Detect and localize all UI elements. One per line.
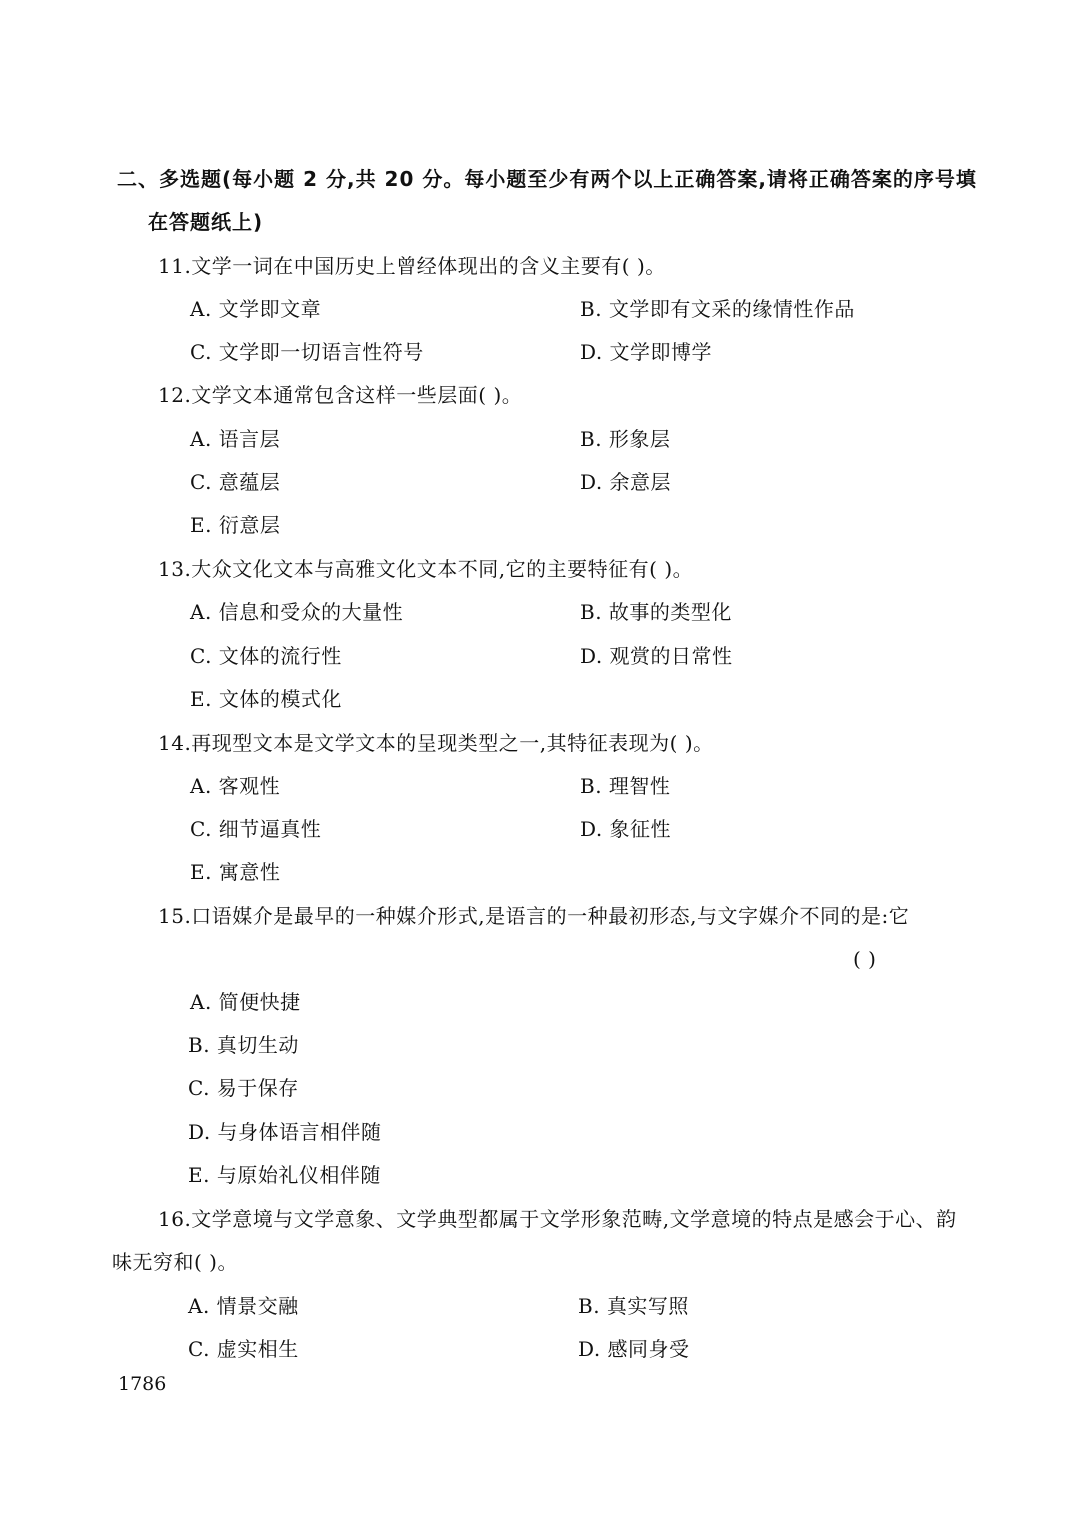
question-15-option-a: A. 简便快捷 [190,990,301,1014]
question-13-option-e: E. 文体的模式化 [190,687,342,711]
question-12-option-a: A. 语言层 [190,427,281,451]
question-15-option-b: B. 真切生动 [188,1033,299,1057]
question-12-option-c: C. 意蕴层 [190,470,281,494]
question-16-option-d: D. 感同身受 [578,1337,690,1361]
question-15-option-c: C. 易于保存 [188,1076,299,1100]
question-14-option-b: B. 理智性 [580,774,671,798]
question-15-stem: 15.口语媒介是最早的一种媒介形式,是语言的一种最初形态,与文字媒介不同的是:它 [158,904,910,928]
question-16-option-a: A. 情景交融 [188,1294,299,1318]
question-13-option-b: B. 故事的类型化 [580,600,732,624]
question-15-option-d: D. 与身体语言相伴随 [188,1120,382,1144]
question-16-option-b: B. 真实写照 [578,1294,689,1318]
question-11-stem: 11.文学一词在中国历史上曾经体现出的含义主要有( )。 [158,254,666,278]
question-16-stem: 16.文学意境与文学意象、文学典型都属于文学形象范畴,文学意境的特点是感会于心、韵 [158,1207,957,1231]
section-heading: 二、多选题(每小题 2 分,共 20 分。每小题至少有两个以上正确答案,请将正确答案的序号填 [117,167,977,191]
question-14-stem: 14.再现型文本是文学文本的呈现类型之一,其特征表现为( )。 [158,731,714,755]
question-11-option-a: A. 文学即文章 [190,297,322,321]
question-15-answer-blank: ( ) [853,947,877,971]
question-13-stem: 13.大众文化文本与高雅文化文本不同,它的主要特征有( )。 [158,557,694,581]
question-16-stem-cont: 味无穷和( )。 [112,1250,238,1274]
question-13-option-a: A. 信息和受众的大量性 [190,600,404,624]
question-12-option-d: D. 余意层 [580,470,672,494]
question-14-option-a: A. 客观性 [190,774,281,798]
question-11-option-d: D. 文学即博学 [580,340,713,364]
question-11-option-c: C. 文学即一切语言性符号 [190,340,424,364]
page-number: 1786 [118,1373,167,1395]
question-13-option-d: D. 观赏的日常性 [580,644,733,668]
question-14-option-e: E. 寓意性 [190,860,281,884]
question-13-option-c: C. 文体的流行性 [190,644,342,668]
question-11-option-b: B. 文学即有文采的缘情性作品 [580,297,855,321]
section-heading-cont: 在答题纸上) [148,210,264,234]
question-15-option-e: E. 与原始礼仪相伴随 [188,1163,381,1187]
question-12-option-b: B. 形象层 [580,427,671,451]
question-14-option-c: C. 细节逼真性 [190,817,322,841]
question-12-option-e: E. 衍意层 [190,513,281,537]
question-14-option-d: D. 象征性 [580,817,672,841]
question-12-stem: 12.文学文本通常包含这样一些层面( )。 [158,383,523,407]
question-16-option-c: C. 虚实相生 [188,1337,299,1361]
